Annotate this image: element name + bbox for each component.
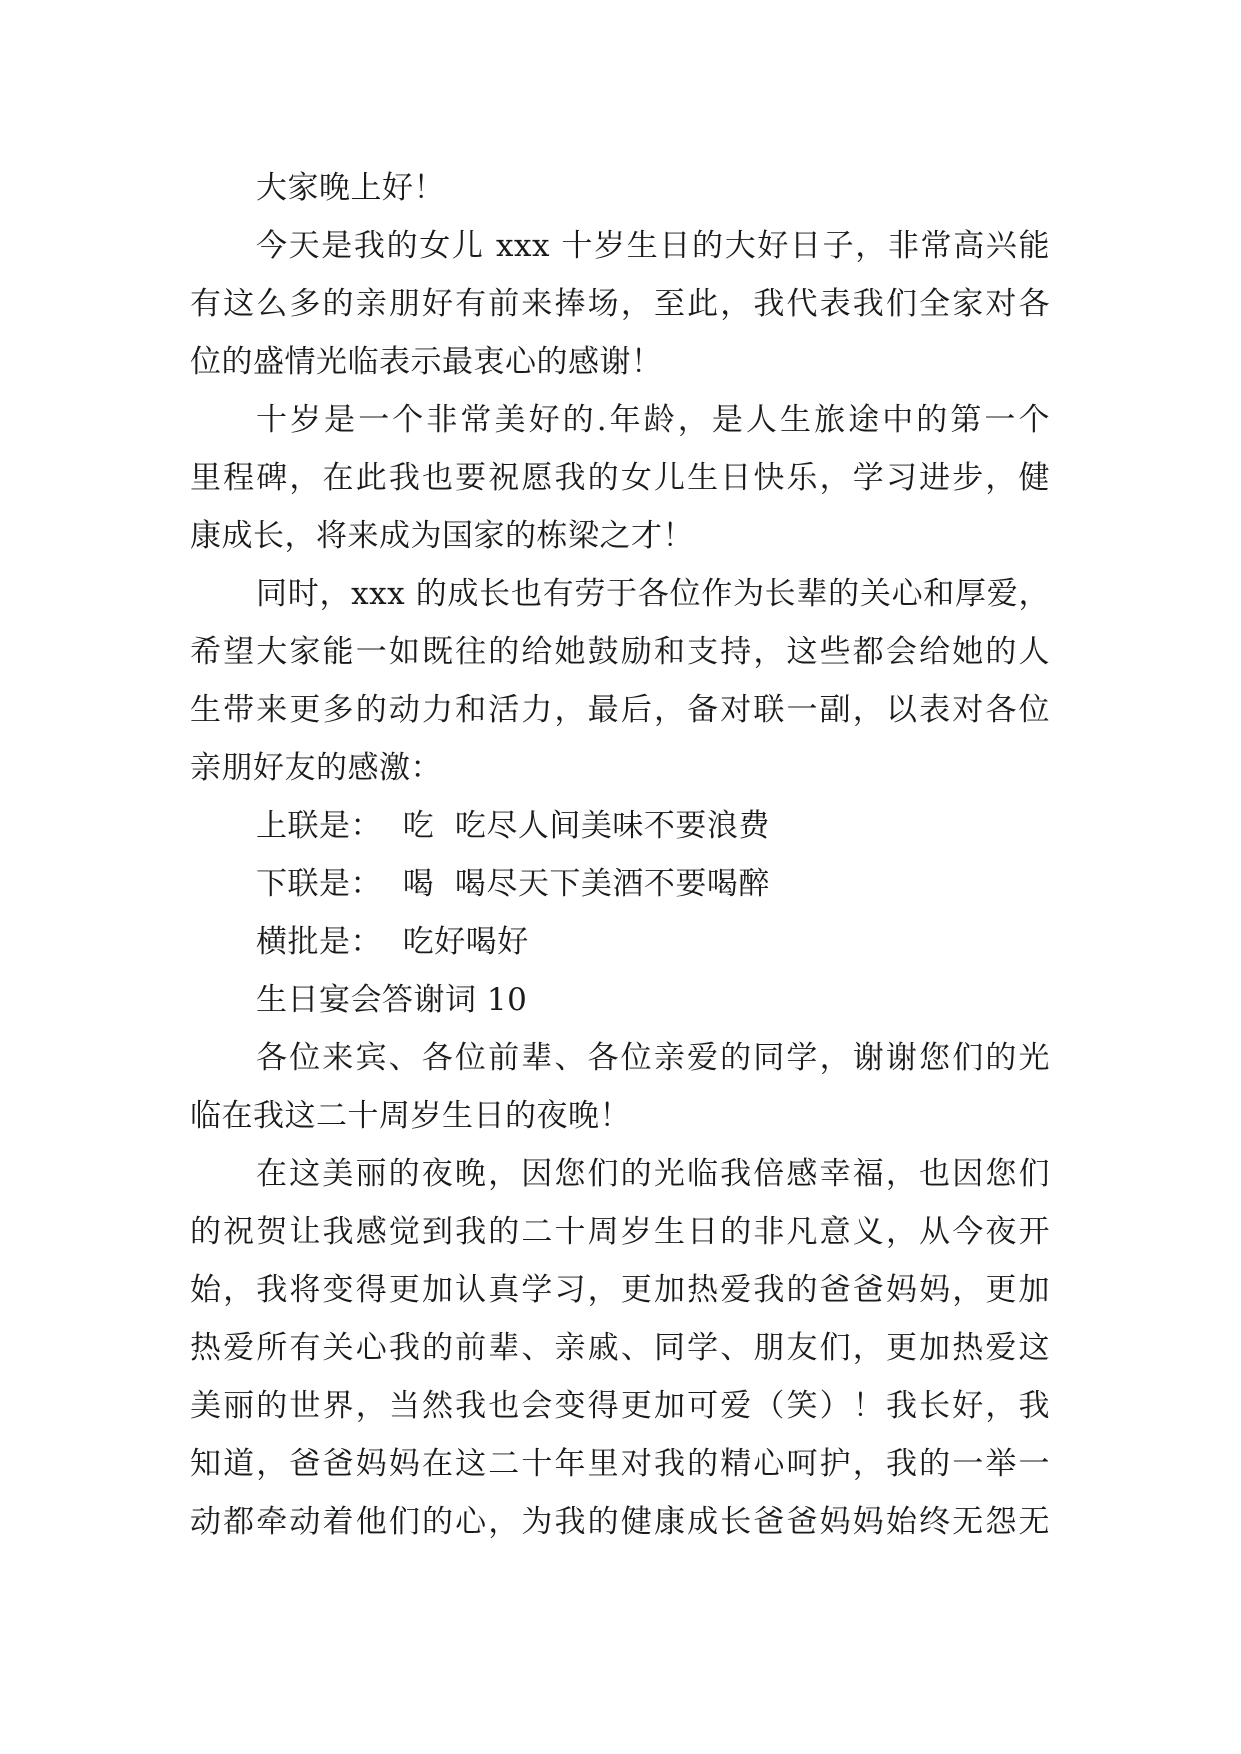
paragraph-line: 有这么多的亲朋好有前来捧场，至此，我代表我们全家对各 bbox=[190, 286, 1050, 322]
paragraph-line: 热爱所有关心我的前辈、亲戚、同学、朋友们，更加热爱这 bbox=[190, 1330, 1050, 1366]
couplet-line: 上联是： 吃 吃尽人间美味不要浪费 bbox=[256, 808, 770, 844]
paragraph-line: 始，我将变得更加认真学习，更加热爱我的爸爸妈妈，更加 bbox=[190, 1272, 1050, 1308]
paragraph-line: 生带来更多的动力和活力，最后，备对联一副，以表对各位 bbox=[190, 692, 1050, 728]
paragraph-line: 十岁是一个非常美好的.年龄，是人生旅途中的第一个 bbox=[256, 402, 1050, 438]
paragraph-line: 美丽的世界，当然我也会变得更加可爱（笑）！我长好，我 bbox=[190, 1388, 1050, 1424]
paragraph-line: 同时，xxx 的成长也有劳于各位作为长辈的关心和厚爱， bbox=[256, 576, 1050, 612]
paragraph-line: 知道，爸爸妈妈在这二十年里对我的精心呵护，我的一举一 bbox=[190, 1446, 1050, 1482]
paragraph-line: 今天是我的女儿 xxx 十岁生日的大好日子，非常高兴能 bbox=[256, 228, 1050, 264]
paragraph-line: 亲朋好友的感激： bbox=[190, 750, 442, 786]
section-heading: 生日宴会答谢词 10 bbox=[256, 982, 528, 1018]
paragraph-line: 大家晚上好！ bbox=[256, 170, 445, 206]
paragraph-line: 位的盛情光临表示最衷心的感谢！ bbox=[190, 344, 663, 380]
paragraph-line: 希望大家能一如既往的给她鼓励和支持，这些都会给她的人 bbox=[190, 634, 1050, 670]
paragraph-line: 在这美丽的夜晚，因您们的光临我倍感幸福，也因您们 bbox=[256, 1156, 1050, 1192]
couplet-line: 横批是： 吃好喝好 bbox=[256, 924, 529, 960]
couplet-line: 下联是： 喝 喝尽天下美酒不要喝醉 bbox=[256, 866, 770, 902]
paragraph-line: 临在我这二十周岁生日的夜晚！ bbox=[190, 1098, 631, 1134]
paragraph-line: 动都牵动着他们的心，为我的健康成长爸爸妈妈始终无怨无 bbox=[190, 1504, 1050, 1540]
paragraph-line: 的祝贺让我感觉到我的二十周岁生日的非凡意义，从今夜开 bbox=[190, 1214, 1050, 1250]
paragraph-line: 康成长，将来成为国家的栋梁之才！ bbox=[190, 518, 694, 554]
paragraph-line: 里程碑，在此我也要祝愿我的女儿生日快乐，学习进步，健 bbox=[190, 460, 1050, 496]
paragraph-line: 各位来宾、各位前辈、各位亲爱的同学，谢谢您们的光 bbox=[256, 1040, 1050, 1076]
